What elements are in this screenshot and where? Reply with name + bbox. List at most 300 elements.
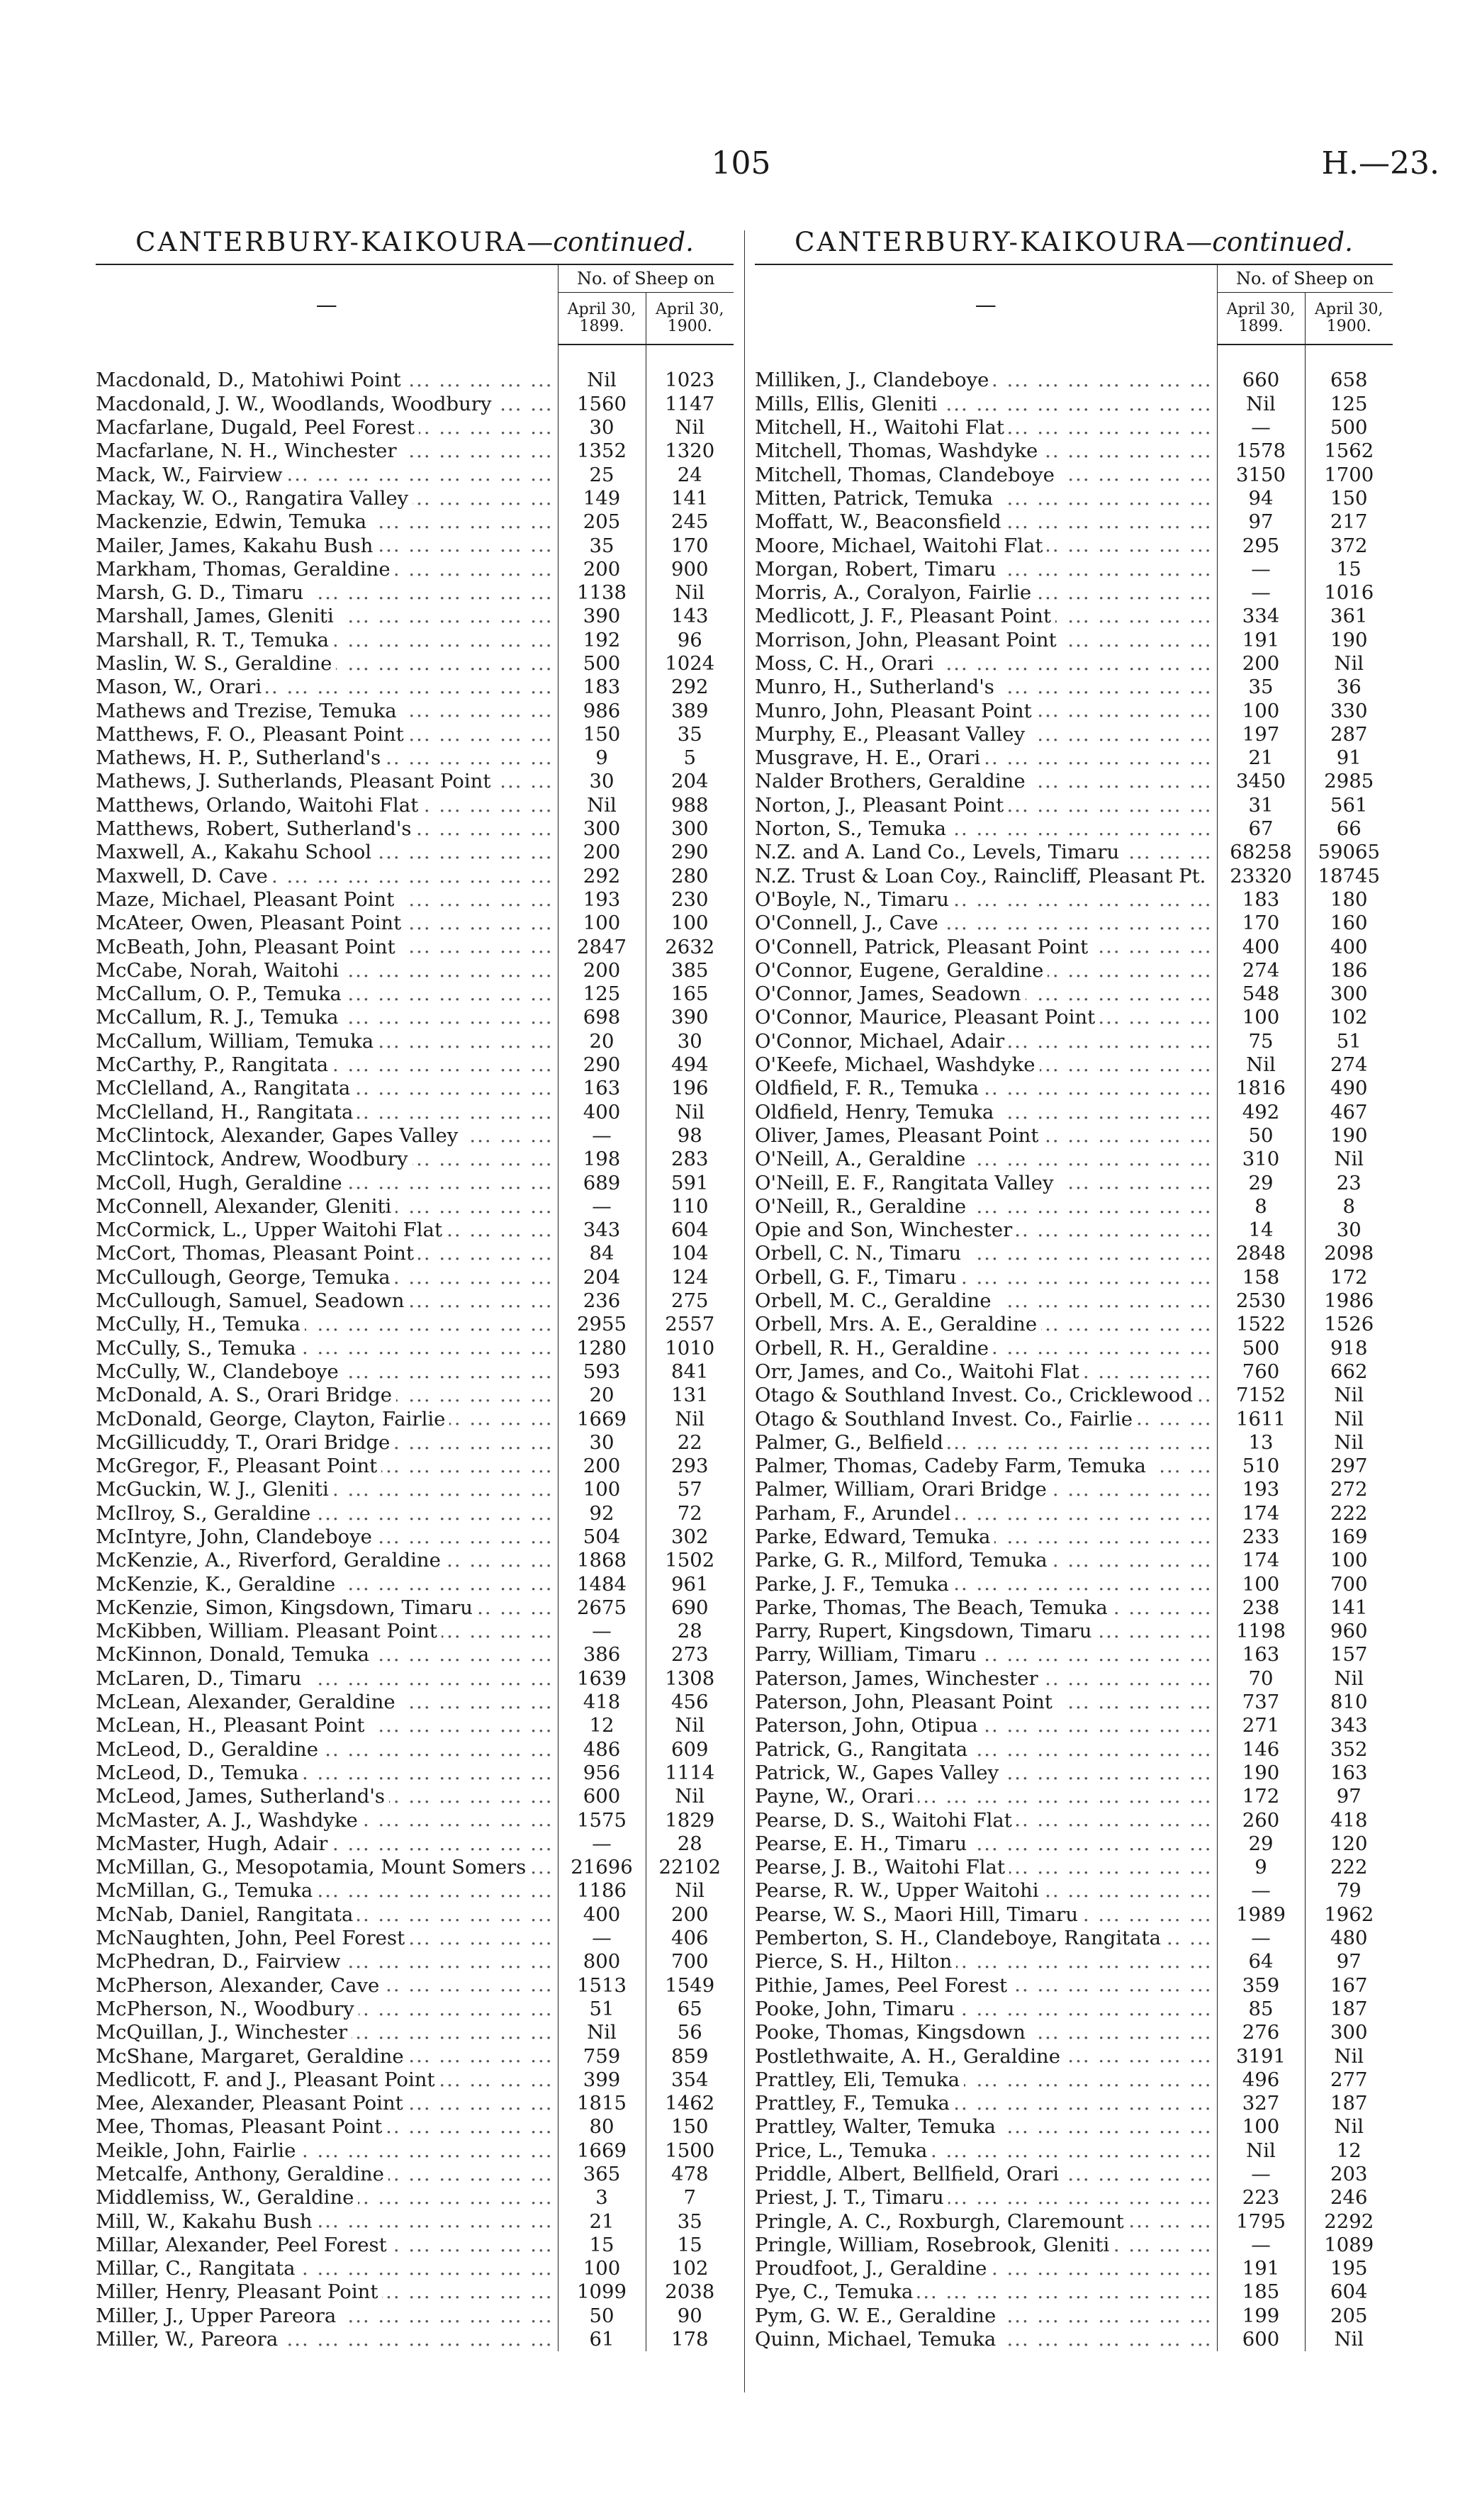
sheep-count-1900: Nil xyxy=(1305,1667,1393,1691)
sheep-count-1900: 841 xyxy=(646,1360,734,1384)
owner-name: McCallum, O. P., Temuka xyxy=(96,982,346,1005)
table-row xyxy=(755,369,1393,392)
table-row xyxy=(755,581,1393,605)
right-heading-suffix: —continued. xyxy=(1186,227,1353,257)
sheep-count-1899: 593 xyxy=(558,1360,646,1384)
owner-name: Macdonald, J. W., Woodlands, Woodbury xyxy=(96,393,496,415)
row-name-cell xyxy=(755,581,1217,605)
table-row xyxy=(96,1643,734,1667)
sheep-count-1899: 300 xyxy=(558,817,646,841)
owner-name: Mathews, J. Sutherlands, Pleasant Point xyxy=(96,770,495,793)
sheep-count-1900: 372 xyxy=(1305,534,1393,557)
row-name-cell xyxy=(755,2092,1217,2115)
table-row xyxy=(96,463,734,486)
owner-name: Priddle, Albert, Bellfield, Orari xyxy=(755,2163,1063,2185)
sheep-count-1900: 187 xyxy=(1305,1998,1393,2021)
sheep-count-1900: Nil xyxy=(1305,2328,1393,2351)
row-name-cell xyxy=(96,1478,558,1501)
sheep-count-1899: 61 xyxy=(558,2328,646,2351)
owner-name: Medlicott, J. F., Pleasant Point xyxy=(755,605,1055,627)
sheep-count-1900: 98 xyxy=(646,1124,734,1148)
page-number: 105 xyxy=(711,145,771,181)
row-name-cell xyxy=(96,2044,558,2068)
sheep-count-1900: 66 xyxy=(1305,817,1393,841)
table-row xyxy=(755,439,1393,463)
sheep-count-1900: 35 xyxy=(646,2210,734,2233)
row-name-cell xyxy=(755,841,1217,864)
sheep-count-1899: 67 xyxy=(1217,817,1305,841)
row-name-cell xyxy=(96,888,558,912)
sheep-count-1900: 302 xyxy=(646,1525,734,1549)
sheep-count-1900: 604 xyxy=(646,1219,734,1242)
table-row xyxy=(755,1667,1393,1691)
sheep-count-1900: 100 xyxy=(1305,1549,1393,1572)
sheep-count-1900: 1308 xyxy=(646,1667,734,1691)
owner-name: McGregor, F., Pleasant Point xyxy=(96,1455,381,1477)
sheep-count-1900: 167 xyxy=(1305,1973,1393,1997)
owner-name: McCarthy, P., Rangitata xyxy=(96,1053,332,1076)
owner-name: Orbell, G. F., Timaru xyxy=(755,1266,961,1289)
table-row xyxy=(96,1620,734,1643)
sheep-count-1900: Nil xyxy=(1305,1407,1393,1430)
row-name-cell xyxy=(96,865,558,888)
row-name-cell xyxy=(96,1691,558,1714)
table-row xyxy=(96,2115,734,2139)
sheep-count-1899: 21 xyxy=(558,2210,646,2233)
sheep-count-1899: 163 xyxy=(558,1077,646,1100)
sheep-count-1900: 275 xyxy=(646,1289,734,1313)
table-row xyxy=(96,1667,734,1691)
sheep-count-1900: 204 xyxy=(646,770,734,793)
table-row xyxy=(755,1384,1393,1407)
sheep-count-1900: 187 xyxy=(1305,2092,1393,2115)
sheep-count-1899: 15 xyxy=(558,2234,646,2257)
row-name-cell xyxy=(755,1478,1217,1501)
table-row xyxy=(96,935,734,958)
row-name-cell xyxy=(96,1407,558,1430)
sheep-count-1900: 102 xyxy=(646,2257,734,2280)
sheep-count-1900: 1010 xyxy=(646,1336,734,1360)
table-row xyxy=(755,1691,1393,1714)
sheep-count-1900: 18745 xyxy=(1305,865,1393,888)
row-name-cell xyxy=(96,1336,558,1360)
table-row xyxy=(755,1077,1393,1100)
sheep-count-1899: 13 xyxy=(1217,1431,1305,1455)
row-name-cell xyxy=(96,841,558,864)
table-row xyxy=(755,1336,1393,1360)
table-row xyxy=(755,935,1393,958)
row-name-cell xyxy=(96,2021,558,2044)
sheep-count-1900: 79 xyxy=(1305,1879,1393,1903)
row-name-cell xyxy=(755,652,1217,676)
sheep-count-1899: 20 xyxy=(558,1030,646,1053)
table-row xyxy=(96,581,734,605)
sheep-count-1900: 131 xyxy=(646,1384,734,1407)
owner-name: Middlemiss, W., Geraldine xyxy=(96,2186,358,2209)
table-row xyxy=(755,558,1393,581)
owner-name: N.Z. and A. Land Co., Levels, Timaru xyxy=(755,841,1123,863)
owner-name: McLeod, D., Geraldine xyxy=(96,1738,322,1761)
table-row xyxy=(755,1030,1393,1053)
sheep-count-1899: 185 xyxy=(1217,2280,1305,2304)
row-name-cell xyxy=(755,723,1217,746)
sheep-count-1899: 492 xyxy=(1217,1101,1305,1124)
sheep-count-1899: 172 xyxy=(1217,1785,1305,1808)
sheep-count-1899: 80 xyxy=(558,2115,646,2139)
owner-name: Mailer, James, Kakahu Bush xyxy=(96,534,377,557)
owner-name: Mitchell, Thomas, Clandeboye xyxy=(755,464,1059,486)
row-name-cell xyxy=(755,746,1217,770)
sheep-count-1899: 600 xyxy=(1217,2328,1305,2351)
table-row xyxy=(96,1266,734,1289)
owner-name: Paterson, James, Winchester xyxy=(755,1667,1043,1690)
table-row xyxy=(96,1549,734,1572)
row-name-cell xyxy=(96,1927,558,1950)
sheep-count-1899: — xyxy=(558,1195,646,1219)
owner-name: Marsh, G. D., Timaru xyxy=(96,581,308,604)
owner-name: Prattley, Eli, Temuka xyxy=(755,2068,964,2091)
owner-name: Mason, W., Orari xyxy=(96,676,266,698)
owner-name: Parry, William, Timaru xyxy=(755,1643,981,1666)
row-name-cell xyxy=(755,817,1217,841)
table-row xyxy=(96,1384,734,1407)
row-name-cell xyxy=(755,1101,1217,1124)
table-row xyxy=(96,2092,734,2115)
owner-name: Moffatt, W., Beaconsfield xyxy=(755,510,1006,533)
owner-name: Miller, J., Upper Pareora xyxy=(96,2305,340,2327)
sheep-count-1899: 486 xyxy=(558,1738,646,1762)
row-name-cell xyxy=(96,2068,558,2092)
sheep-count-1900: 300 xyxy=(1305,982,1393,1006)
owner-name: Mitten, Patrick, Temuka xyxy=(755,487,997,510)
sheep-count-1900: 297 xyxy=(1305,1455,1393,1478)
owner-name: McCully, H., Temuka xyxy=(96,1313,305,1335)
table-row xyxy=(96,2305,734,2328)
sheep-count-1900: 57 xyxy=(646,1478,734,1501)
table-row xyxy=(96,865,734,888)
sheep-count-1899: 192 xyxy=(558,629,646,652)
row-name-cell xyxy=(755,1407,1217,1430)
owner-name: Parke, J. F., Temuka xyxy=(755,1573,953,1596)
owner-name: Patrick, G., Rangitata xyxy=(755,1738,972,1761)
owner-name: McGuckin, W. J., Gleniti xyxy=(96,1478,333,1501)
table-row xyxy=(755,888,1393,912)
sheep-count-1900: 300 xyxy=(646,817,734,841)
owner-name: O'Neill, A., Geraldine xyxy=(755,1148,970,1170)
row-name-cell xyxy=(96,1077,558,1100)
owner-name: McMaster, Hugh, Adair xyxy=(96,1832,332,1855)
row-name-cell xyxy=(96,1502,558,1525)
sheep-count-1900: 22102 xyxy=(646,1856,734,1879)
sheep-count-1900: Nil xyxy=(646,581,734,605)
table-row xyxy=(96,416,734,439)
owner-name: N.Z. Trust & Loan Coy., Raincliff, Pleasant Pt. xyxy=(755,865,1210,887)
row-name-cell xyxy=(96,1124,558,1148)
owner-name: Orbell, Mrs. A. E., Geraldine xyxy=(755,1313,1041,1335)
table-row xyxy=(96,1360,734,1384)
row-name-cell xyxy=(96,1384,558,1407)
row-name-cell xyxy=(96,1950,558,1973)
sheep-count-1900: 406 xyxy=(646,1927,734,1950)
sheep-count-1900: 190 xyxy=(1305,629,1393,652)
sheep-count-1899: 327 xyxy=(1217,2092,1305,2115)
sheep-count-1899: 25 xyxy=(558,463,646,486)
owner-name: Metcalfe, Anthony, Geraldine xyxy=(96,2163,388,2185)
sheep-count-1899: Nil xyxy=(1217,1053,1305,1077)
row-name-cell xyxy=(755,888,1217,912)
row-name-cell xyxy=(96,2280,558,2304)
owner-name: Musgrave, H. E., Orari xyxy=(755,746,984,769)
owner-name: Matthews, Orlando, Waitohi Flat xyxy=(96,794,422,817)
sheep-count-1900: 1829 xyxy=(646,1808,734,1832)
sheep-count-1899: Nil xyxy=(558,794,646,817)
sheep-count-1899: 1560 xyxy=(558,393,646,416)
row-name-cell xyxy=(96,1266,558,1289)
sheep-count-1899: 1138 xyxy=(558,581,646,605)
sheep-count-1899: 1815 xyxy=(558,2092,646,2115)
table-row xyxy=(755,487,1393,510)
table-row xyxy=(96,1407,734,1430)
sheep-count-1900: 490 xyxy=(1305,1077,1393,1100)
sheep-count-1899: 84 xyxy=(558,1242,646,1265)
table-row xyxy=(96,1242,734,1265)
table-row xyxy=(755,1856,1393,1879)
sheep-count-1900: 2038 xyxy=(646,2280,734,2304)
sheep-count-1899: 418 xyxy=(558,1691,646,1714)
owner-name: McBeath, John, Pleasant Point xyxy=(96,936,400,958)
sheep-count-1899: 125 xyxy=(558,982,646,1006)
owner-name: McCort, Thomas, Pleasant Point xyxy=(96,1242,418,1265)
sheep-count-1900: 28 xyxy=(646,1832,734,1856)
table-row xyxy=(755,746,1393,770)
table-row xyxy=(755,1148,1393,1171)
owner-name: Pierce, S. H., Hilton xyxy=(755,1950,956,1973)
sheep-count-1900: 389 xyxy=(646,699,734,722)
owner-name: Pringle, A. C., Roxburgh, Claremount xyxy=(755,2210,1128,2233)
row-name-cell xyxy=(755,2186,1217,2210)
sheep-count-1900: 2632 xyxy=(646,935,734,958)
owner-name: O'Neill, E. F., Rangitata Valley xyxy=(755,1172,1058,1194)
owner-name: Palmer, William, Orari Bridge xyxy=(755,1478,1051,1501)
owner-name: McKenzie, K., Geraldine xyxy=(96,1573,339,1596)
owner-name: Mill, W., Kakahu Bush xyxy=(96,2210,317,2233)
owner-name: McIntyre, John, Clandeboye xyxy=(96,1525,376,1548)
row-name-cell xyxy=(755,2280,1217,2304)
owner-name: Parke, Edward, Temuka xyxy=(755,1525,994,1548)
owner-name: McConnell, Alexander, Gleniti xyxy=(96,1195,395,1218)
owner-name: McDonald, George, Clayton, Fairlie xyxy=(96,1408,449,1430)
sheep-count-1899: 274 xyxy=(1217,959,1305,982)
owner-name: Markham, Thomas, Geraldine xyxy=(96,558,395,581)
table-row xyxy=(96,2139,734,2163)
owner-name: Mee, Alexander, Pleasant Point xyxy=(96,2092,408,2115)
sheep-count-1900: 456 xyxy=(646,1691,734,1714)
row-name-cell xyxy=(755,1431,1217,1455)
owner-name: Mee, Thomas, Pleasant Point xyxy=(96,2115,386,2138)
row-name-cell xyxy=(755,1714,1217,1737)
owner-name: McShane, Margaret, Geraldine xyxy=(96,2045,408,2068)
row-name-cell xyxy=(96,439,558,463)
row-name-cell xyxy=(755,1738,1217,1762)
owner-name: O'Connell, Patrick, Pleasant Point xyxy=(755,936,1092,958)
owner-name: Oliver, James, Pleasant Point xyxy=(755,1124,1043,1147)
sheep-count-1899: 1280 xyxy=(558,1336,646,1360)
sheep-count-1899: 100 xyxy=(558,912,646,935)
table-row xyxy=(96,1148,734,1171)
table-row xyxy=(96,558,734,581)
sheep-count-1900: 290 xyxy=(646,841,734,864)
owner-name: McLeod, James, Sutherland's xyxy=(96,1785,389,1808)
row-name-cell xyxy=(96,912,558,935)
row-name-cell xyxy=(96,2115,558,2139)
row-name-cell xyxy=(96,2234,558,2257)
sheep-count-1900: Nil xyxy=(1305,2044,1393,2068)
owner-name: Nalder Brothers, Geraldine xyxy=(755,770,1030,793)
row-name-cell xyxy=(96,1832,558,1856)
owner-name: McLeod, D., Temuka xyxy=(96,1762,303,1784)
sheep-count-1899: 174 xyxy=(1217,1549,1305,1572)
sheep-count-1899: 2675 xyxy=(558,1596,646,1620)
table-row xyxy=(755,1549,1393,1572)
table-row xyxy=(755,1171,1393,1194)
row-name-cell xyxy=(755,439,1217,463)
sheep-count-1899: 400 xyxy=(1217,935,1305,958)
sheep-count-1900: 186 xyxy=(1305,959,1393,982)
sheep-count-1899: 150 xyxy=(558,723,646,746)
sheep-count-1899: 233 xyxy=(1217,1525,1305,1549)
sheep-count-1899: 800 xyxy=(558,1950,646,1973)
owner-name: Marshall, R. T., Temuka xyxy=(96,629,333,651)
table-row xyxy=(755,2257,1393,2280)
table-row xyxy=(96,1077,734,1100)
sheep-count-1900: 124 xyxy=(646,1266,734,1289)
sheep-count-1899: 359 xyxy=(1217,1973,1305,1997)
owner-name: Orbell, C. N., Timaru xyxy=(755,1242,965,1265)
owner-name: McKibben, William. Pleasant Point xyxy=(96,1620,442,1642)
row-name-cell xyxy=(755,1596,1217,1620)
owner-name: Pemberton, S. H., Clandeboye, Rangitata xyxy=(755,1927,1165,1949)
table-row xyxy=(96,1053,734,1077)
sheep-count-1899: 85 xyxy=(1217,1998,1305,2021)
row-name-cell xyxy=(755,1195,1217,1219)
sheep-count-1899: 1816 xyxy=(1217,1077,1305,1100)
owner-name: Moore, Michael, Waitohi Flat xyxy=(755,534,1047,557)
sheep-count-1899: 149 xyxy=(558,487,646,510)
table-row xyxy=(755,416,1393,439)
sheep-count-1899: 343 xyxy=(558,1219,646,1242)
row-name-cell xyxy=(96,746,558,770)
row-name-cell xyxy=(755,1525,1217,1549)
sheep-count-1900: 1962 xyxy=(1305,1903,1393,1927)
owner-name: Miller, Henry, Pleasant Point xyxy=(96,2280,382,2303)
owner-name: McNab, Daniel, Rangitata xyxy=(96,1903,357,1926)
row-name-cell xyxy=(755,959,1217,982)
sheep-count-1899: 334 xyxy=(1217,605,1305,628)
sheep-count-1900: 658 xyxy=(1305,369,1393,392)
sheep-count-1900: 170 xyxy=(646,534,734,557)
owner-name: Orbell, M. C., Geraldine xyxy=(755,1289,996,1312)
sheep-count-1899: 1099 xyxy=(558,2280,646,2304)
table-row xyxy=(755,1762,1393,1785)
sheep-count-1899: 197 xyxy=(1217,723,1305,746)
sheep-count-1899: — xyxy=(1217,1879,1305,1903)
sheep-count-1900: 300 xyxy=(1305,2021,1393,2044)
table-row xyxy=(755,2115,1393,2139)
table-row xyxy=(96,1525,734,1549)
table-row xyxy=(755,1714,1393,1737)
owner-name: McLean, H., Pleasant Point xyxy=(96,1714,369,1737)
sheep-count-1899: 760 xyxy=(1217,1360,1305,1384)
table-row xyxy=(755,652,1393,676)
row-name-cell xyxy=(96,2210,558,2233)
sheep-count-1899: 35 xyxy=(558,534,646,557)
sheep-count-1899: 689 xyxy=(558,1171,646,1194)
sheep-count-1899: 510 xyxy=(1217,1455,1305,1478)
table-row xyxy=(96,1455,734,1478)
sheep-count-1900: 2985 xyxy=(1305,770,1393,793)
sheep-count-1900: 1320 xyxy=(646,439,734,463)
sheep-count-1900: 110 xyxy=(646,1195,734,1219)
table-row xyxy=(755,2186,1393,2210)
table-row xyxy=(755,1808,1393,1832)
row-name-cell xyxy=(96,1195,558,1219)
table-row xyxy=(96,1195,734,1219)
table-row xyxy=(755,1124,1393,1148)
table-row xyxy=(96,1998,734,2021)
sheep-count-1899: — xyxy=(1217,1927,1305,1950)
table-row xyxy=(96,2234,734,2257)
sheep-count-1900: 273 xyxy=(646,1643,734,1667)
table-row xyxy=(755,2068,1393,2092)
sheep-count-1899: 292 xyxy=(558,865,646,888)
row-name-cell xyxy=(755,1502,1217,1525)
row-name-cell xyxy=(96,416,558,439)
sheep-count-1900: Nil xyxy=(646,1714,734,1737)
sheep-count-1899: 600 xyxy=(558,1785,646,1808)
table-row xyxy=(755,1360,1393,1384)
row-name-cell xyxy=(96,1289,558,1313)
table-row xyxy=(755,1478,1393,1501)
sheep-count-1899: 200 xyxy=(558,1455,646,1478)
sheep-count-1900: 1562 xyxy=(1305,439,1393,463)
table-row xyxy=(96,1785,734,1808)
row-name-cell xyxy=(755,605,1217,628)
sheep-count-1899: 1669 xyxy=(558,2139,646,2163)
table-row xyxy=(96,1738,734,1762)
row-name-cell xyxy=(96,1101,558,1124)
sheep-count-1900: 277 xyxy=(1305,2068,1393,2092)
owner-name: Macdonald, D., Matohiwi Point xyxy=(96,369,405,391)
sheep-count-1899: 100 xyxy=(558,2257,646,2280)
sheep-count-1900: 480 xyxy=(1305,1927,1393,1950)
left-sheep-table xyxy=(96,264,734,2351)
sheep-count-1900: 15 xyxy=(1305,558,1393,581)
sheep-count-1900: 97 xyxy=(1305,1785,1393,1808)
owner-name: McMillan, G., Mesopotamia, Mount Somers xyxy=(96,1856,530,1878)
right-header-name: — xyxy=(755,264,1217,345)
table-row xyxy=(96,1950,734,1973)
sheep-count-1900: 205 xyxy=(1305,2305,1393,2328)
sheep-count-1899: 191 xyxy=(1217,629,1305,652)
sheep-count-1900: 500 xyxy=(1305,416,1393,439)
sheep-count-1899: 100 xyxy=(558,1478,646,1501)
sheep-count-1899: 50 xyxy=(1217,1124,1305,1148)
row-name-cell xyxy=(755,1643,1217,1667)
left-table-body xyxy=(96,345,734,2351)
table-row xyxy=(755,1927,1393,1950)
row-name-cell xyxy=(755,2068,1217,2092)
owner-name: McMaster, A. J., Washdyke xyxy=(96,1809,362,1832)
